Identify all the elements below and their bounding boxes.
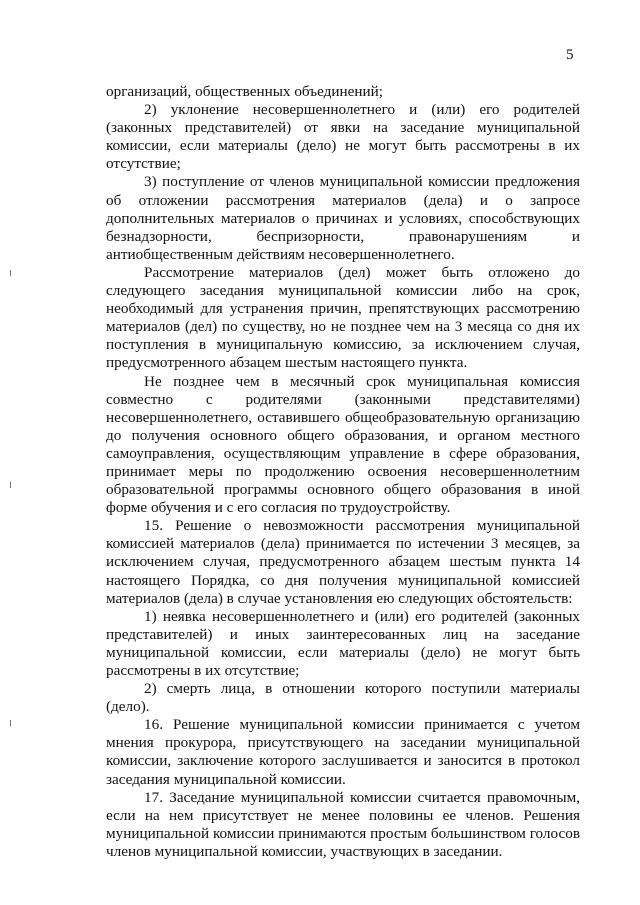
document-body bbox=[106, 83, 580, 861]
paragraph-item-3: 3) поступление от членов муниципальной комиссии предложения об отложении рассмотрения материалов (дела) и о запросе дополнительных материалов о причинах и условиях, способствующих безнадзорности, беспризорности, правонарушениям и антиобщественным действиям несовершеннолетнего. bbox=[106, 173, 580, 263]
paragraph-item-2: 2) уклонение несовершеннолетнего и (или) его родителей (законных представителей) от явки на заседание муниципальной комиссии, если материалы (дело) не могут быть рассмотрены в их отсутствие; bbox=[106, 101, 580, 173]
paragraph-continuation: организаций, общественных объединений; bbox=[106, 83, 383, 100]
scan-margin-mark bbox=[10, 482, 11, 488]
paragraph-monthly-term: Не позднее чем в месячный срок муниципальная комиссия совместно с родителями (законными представителями) несовершеннолетнего, оставившего общеобразовательную организацию до получения основного общего образования, и органом местного самоуправления, осуществляющим управление в сфере образования, принимает меры по продолжению освоения несовершеннолетним образовательной программы основного общего образования в иной форме обучения и с его согласия по трудоустройству. bbox=[106, 372, 580, 517]
scan-margin-mark bbox=[10, 270, 11, 276]
page-number: 5 bbox=[566, 47, 574, 63]
paragraph-postponement: Рассмотрение материалов (дел) может быть отложено до следующего заседания муниципальной комиссии либо на срок, необходимый для устранения причин, препятствующих рассмотрению материалов (дел) по существу, но не позднее чем на 3 месяца со дня их поступления в муниципальную комиссию, за исключением случая, предусмотренного абзацем шестым настоящего пункта. bbox=[106, 263, 580, 372]
paragraph-clause-15: 15. Решение о невозможности рассмотрения муниципальной комиссией материалов (дела) принимается по истечении 3 месяцев, за исключением случая, предусмотренного абзацем шестым пункта 14 настоящего Порядка, со дня получения муниципальной комиссией материалов (дела) в случае установления ею следующих обстоятельств: bbox=[106, 517, 580, 607]
paragraph-clause-17: 17. Заседание муниципальной комиссии считается правомочным, если на нем присутствует не менее половины ее членов. Решения муниципальной комиссии принимаются простым большинством голосов членов муниципальной комиссии, участвующих в заседании. bbox=[106, 788, 580, 860]
paragraph-clause-15-item-2: 2) смерть лица, в отношении которого поступили материалы (дело). bbox=[106, 680, 580, 716]
scan-margin-mark bbox=[10, 720, 11, 726]
paragraph-clause-16: 16. Решение муниципальной комиссии принимается с учетом мнения прокурора, присутствующего на заседании муниципальной комиссии, заключение которого заслушивается и заносится в протокол заседания муниципальной комиссии. bbox=[106, 716, 580, 788]
paragraph-clause-15-item-1: 1) неявка несовершеннолетнего и (или) его родителей (законных представителей) и иных заинтересованных лиц на заседание муниципальной комиссии, если материалы (дело) не могут быть рассмотрены в их отсутствие; bbox=[106, 607, 580, 679]
